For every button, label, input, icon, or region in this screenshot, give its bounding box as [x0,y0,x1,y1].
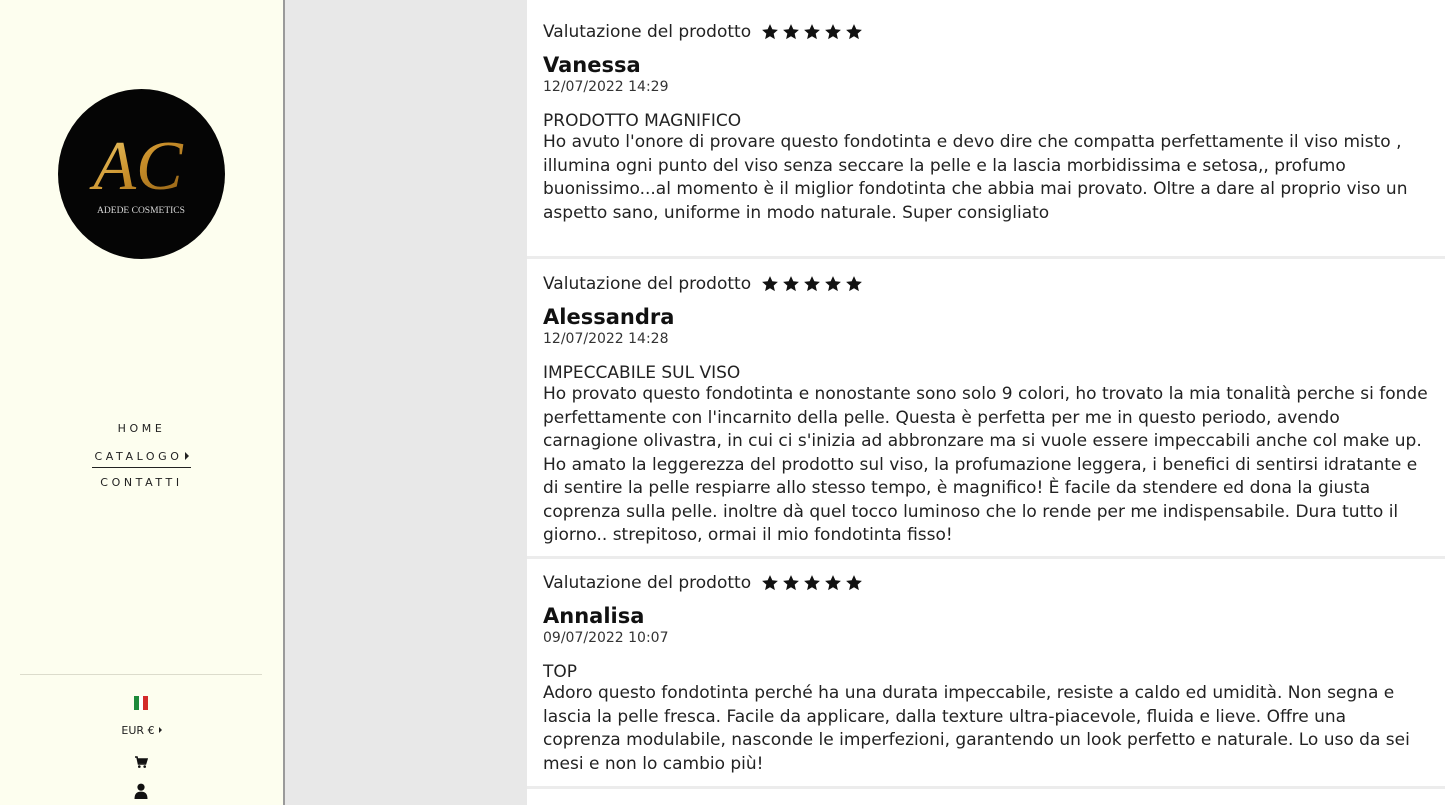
currency-label: EUR € [121,724,155,737]
star-icon [803,23,821,41]
nav-home-label: HOME [117,422,166,435]
star-icon [824,574,842,592]
sidebar-divider [20,674,262,675]
review-body: Adoro questo fondotinta perché ha una durata impeccabile, resiste a caldo ed umidità. Non segna e lascia la pelle fresca. Facile da applicare, dalla texture ultra-piacevole, fluida e lieve. Offre una coprenza modulabile, nasconde le imperfezioni, garantendo un look perfetto e naturale. Lo uso da sei mesi e non lo cambio più! [543,683,1410,774]
star-icon [845,275,863,293]
review-body: Ho provato questo fondotinta e nonostante sono solo 9 colori, ho trovato la mia tonalità perche si fonde perfettamente con l'incarnito della pelle. Questa è perfetta per me in questo periodo, avendo carnagione olivastra, in cui ci s'inizia ad abbronzare ma si vuole essere impeccabili anche col make up. Ho amato la leggerezza del prodotto sul viso, la profumazione leggera, i benefici di sentirsi idratante e di sentire la pelle respiarre allo stesso tempo, è magnifico! È facile da stendere ed dona la giusta coprenza sulla pelle. inoltre dà quel tocco luminoso che lo rende per me indispensabile. Dura tutto il giorno.. strepitoso, ormai il mio fondotinta fisso! [543,384,1428,545]
nav-home[interactable] [0,420,283,445]
rating-label: Valutazione del prodotto [543,573,752,593]
sidebar [0,0,285,805]
currency-selector[interactable] [0,724,283,737]
caret-right-icon [159,727,162,733]
star-icon [782,23,800,41]
user-icon[interactable] [134,783,148,799]
nav-catalogo-label: CATALOGO [94,450,183,463]
star-icon [845,574,863,592]
logo-text: ADEDE COSMETICS [97,206,185,216]
star-icon [761,23,779,41]
rating-label: Valutazione del prodotto [543,274,752,294]
reviews-list [527,0,1445,805]
star-rating [761,275,863,293]
review-date: 12/07/2022 14:28 [543,331,669,347]
brand-logo[interactable] [58,89,225,259]
star-icon [761,275,779,293]
rating-label: Valutazione del prodotto [543,22,752,42]
rating-row [543,22,1429,42]
star-icon [782,275,800,293]
star-icon [824,23,842,41]
review-title: PRODOTTO MAGNIFICO [543,111,742,131]
star-icon [803,275,821,293]
review-body: Ho avuto l'onore di provare questo fondotinta e devo dire che compatta perfettamente il viso misto , illumina ogni punto del viso senza seccare la pelle e la lascia morbidissima e setosa,, profumo buonissimo...al momento è il miglior fondotinta che abbia mai provato. Oltre a dare al proprio viso un aspetto sano, uniforme in modo naturale. Super consigliato [543,132,1408,223]
review-card-partial [527,789,1445,805]
star-rating [761,23,863,41]
review-card [527,0,1445,256]
review-author: Annalisa [543,604,645,628]
review-date: 12/07/2022 14:29 [543,79,669,95]
review-author: Vanessa [543,53,641,77]
star-icon [782,574,800,592]
main-nav [0,420,283,499]
nav-contatti-label: CONTATTI [100,476,183,489]
star-icon [824,275,842,293]
content-gutter [285,0,527,805]
caret-right-icon [185,452,189,460]
nav-catalogo[interactable] [92,448,190,468]
cart-icon[interactable] [134,755,148,769]
review-title: IMPECCABILE SUL VISO [543,363,741,383]
review-date: 09/07/2022 10:07 [543,630,669,646]
star-icon [761,574,779,592]
rating-row [543,573,1429,593]
star-icon [803,574,821,592]
italy-flag-icon[interactable] [134,696,148,710]
nav-contatti[interactable] [0,474,283,499]
logo-monogram: AC [93,128,183,205]
review-title: TOP [543,662,578,682]
review-card [527,559,1445,786]
star-rating [761,574,863,592]
rating-row [543,274,1429,294]
review-author: Alessandra [543,305,675,329]
review-card [527,259,1445,556]
star-icon [845,23,863,41]
